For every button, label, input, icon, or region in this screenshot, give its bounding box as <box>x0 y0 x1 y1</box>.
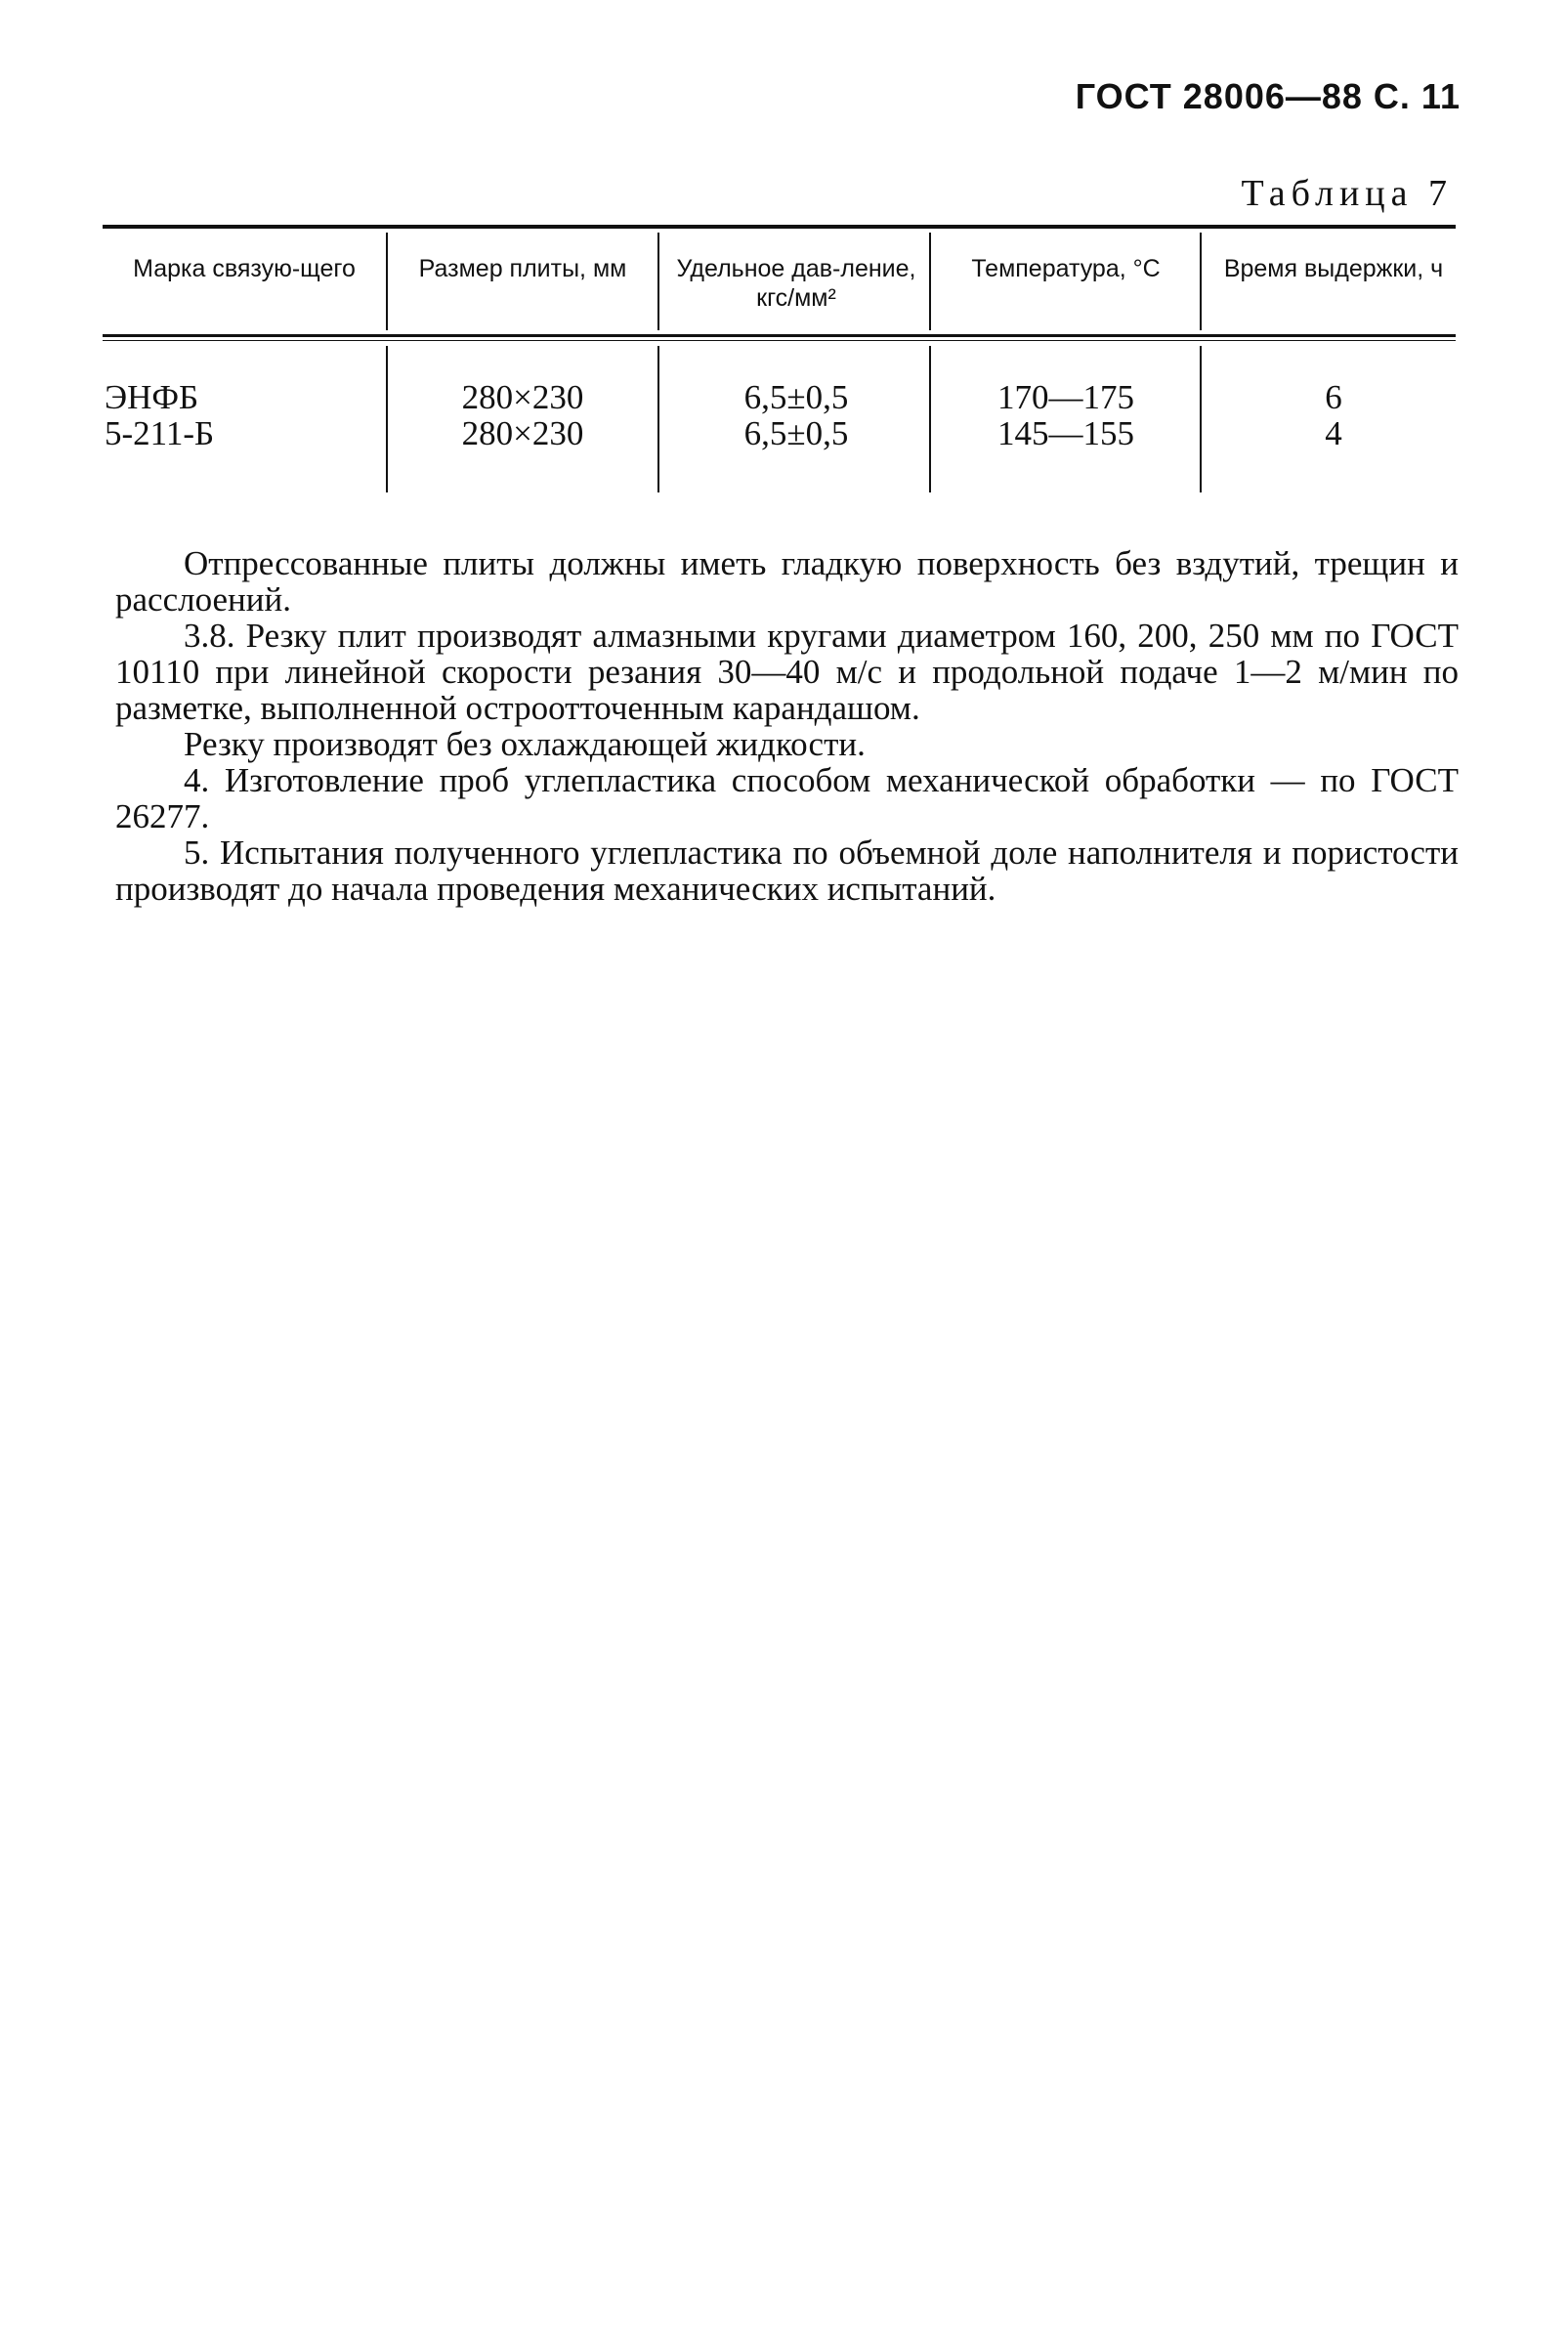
table-cell: 6 <box>1325 378 1342 416</box>
column-divider <box>929 233 931 330</box>
table-cell: 4 <box>1325 414 1342 452</box>
paragraph-3-8-cutting: 3.8. Резку плит производят алмазными кругами диаметром 160, 200, 250 мм по ГОСТ 10110 при линейной скорости резания 30—40 м/с и продольной подаче 1—2 м/мин по разметке, выполненной остроотточенным карандашом. <box>115 617 1459 727</box>
column-header-temperature: Температура, °С <box>971 255 1161 282</box>
table-cell: 145—155 <box>997 414 1134 452</box>
paragraph-4-sample-prep: 4. Изготовление проб углепластика способом механической обработки — по ГОСТ 26277. <box>115 761 1459 835</box>
table-header-rule-secondary <box>103 340 1456 341</box>
table-cell: 6,5±0,5 <box>743 414 849 452</box>
table-cell: 280×230 <box>461 378 584 416</box>
column-header-binder-grade: Марка связую-щего <box>133 255 356 282</box>
column-header-holding-time: Время выдержки, ч <box>1223 255 1444 282</box>
table-cell: 5-211-Б <box>105 414 215 452</box>
column-divider <box>657 346 659 492</box>
paragraph-5-testing: 5. Испытания полученного углепластика по объемной доле наполнителя и пористости производят до начала проведения механических испытаний. <box>115 833 1459 908</box>
column-header-specific-pressure: Удельное дав-ление, кгс/мм² <box>676 255 916 312</box>
paragraph-no-coolant: Резку производят без охлаждающей жидкости. <box>184 725 866 763</box>
column-divider <box>657 233 659 330</box>
column-divider <box>1200 346 1202 492</box>
page-header: ГОСТ 28006—88 С. 11 <box>1075 76 1461 116</box>
paragraph-pressed-plates: Отпрессованные плиты должны иметь гладкую поверхность без вздутий, трещин и расслоений. <box>115 544 1459 619</box>
table-cell: 170—175 <box>997 378 1134 416</box>
table-header-rule <box>103 334 1456 337</box>
body-text <box>115 545 1459 907</box>
table-caption: Таблица 7 <box>1241 173 1453 214</box>
table-cell: 6,5±0,5 <box>743 378 849 416</box>
column-divider <box>386 346 388 492</box>
column-header-plate-size: Размер плиты, мм <box>418 255 627 282</box>
column-divider <box>386 233 388 330</box>
table-cell: ЭНФБ <box>105 378 199 416</box>
column-divider <box>929 346 931 492</box>
table-cell: 280×230 <box>461 414 584 452</box>
table-top-rule <box>103 225 1456 229</box>
data-table <box>103 225 1456 508</box>
column-divider <box>1200 233 1202 330</box>
